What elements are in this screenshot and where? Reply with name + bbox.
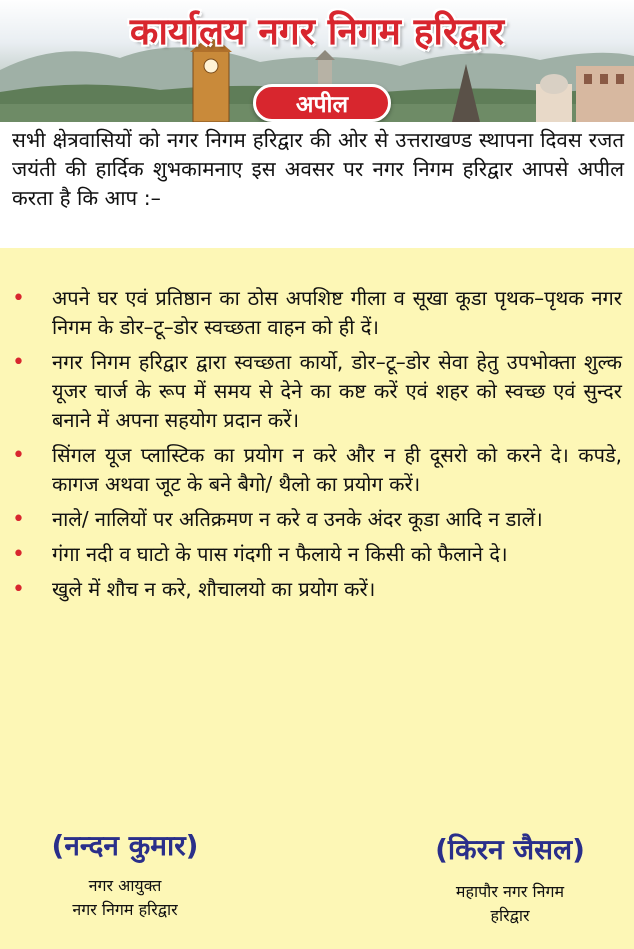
office-title: कार्यालय नगर निगम हरिद्वार (129, 10, 505, 53)
signatory-designation: नगर आयुक्त (88, 876, 162, 895)
list-item (0, 441, 634, 499)
signatory-mayor (400, 830, 620, 928)
bullet-icon: • (12, 286, 25, 311)
list-item-text: गंगा नदी व घाटो के पास गंदगी न फैलाये न किसी को फैलाने दे। (52, 542, 508, 566)
list-item-text: सिंगल यूज प्लास्टिक का प्रयोग न करे और न ही दूसरो को करने दे। कपडे, कागज अथवा जूट के बने बैगो/ थैलो का प्रयोग करें। (52, 443, 622, 496)
header-banner (0, 0, 634, 122)
list-item-text: नाले/ नालियों पर अतिक्रमण न करे व उनके अंदर कूडा आदि न डालें। (52, 507, 543, 531)
signatory-name: (किरन जैसल) (435, 833, 585, 866)
signatory-office: नगर निगम हरिद्वार (72, 900, 178, 919)
bullet-icon: • (12, 542, 25, 567)
list-item (0, 575, 634, 604)
list-item-text: नगर निगम हरिद्वार द्वारा स्वच्छता कार्यो, डोर–टू–डोर सेवा हेतु उपभोक्ता शुल्क यूजर चार्ज के रूप में समय से देने का कष्ट करें एवं शहर को स्वच्छ एवं सुन्दर बनाने में अपना सहयोग प्रदान करें। (52, 350, 622, 432)
signatory-name: (नन्दन कुमार) (51, 829, 199, 862)
intro-paragraph: सभी क्षेत्रवासियों को नगर निगम हरिद्वार की ओर से उत्तराखण्ड स्थापना दिवस रजत जयंती की हार्दिक शुभकामनाए इस अवसर पर नगर निगम हरिद्वार आपसे अपील करता है कि आप :– (12, 128, 624, 210)
list-item-text: अपने घर एवं प्रतिष्ठान का ठोस अपशिष्ट गीला व सूखा कूडा पृथक–पृथक नगर निगम के डोर–टू–डोर स्वच्छता वाहन को ही दें। (52, 286, 622, 339)
bullet-icon: • (12, 350, 25, 375)
list-item (0, 540, 634, 569)
bullet-icon: • (12, 443, 25, 468)
list-item (0, 348, 634, 435)
bullet-icon: • (12, 507, 25, 532)
list-item-text: खुले में शौच न करे, शौचालयो का प्रयोग करें। (52, 577, 376, 601)
list-item (0, 505, 634, 534)
signatory-office: हरिद्वार (490, 906, 530, 925)
bullet-icon: • (12, 577, 25, 602)
signatory-designation: महापौर नगर निगम (455, 882, 565, 901)
appeal-list (0, 284, 634, 610)
signatory-commissioner (20, 826, 230, 922)
appeal-badge: अपील (253, 84, 391, 122)
list-item (0, 284, 634, 342)
